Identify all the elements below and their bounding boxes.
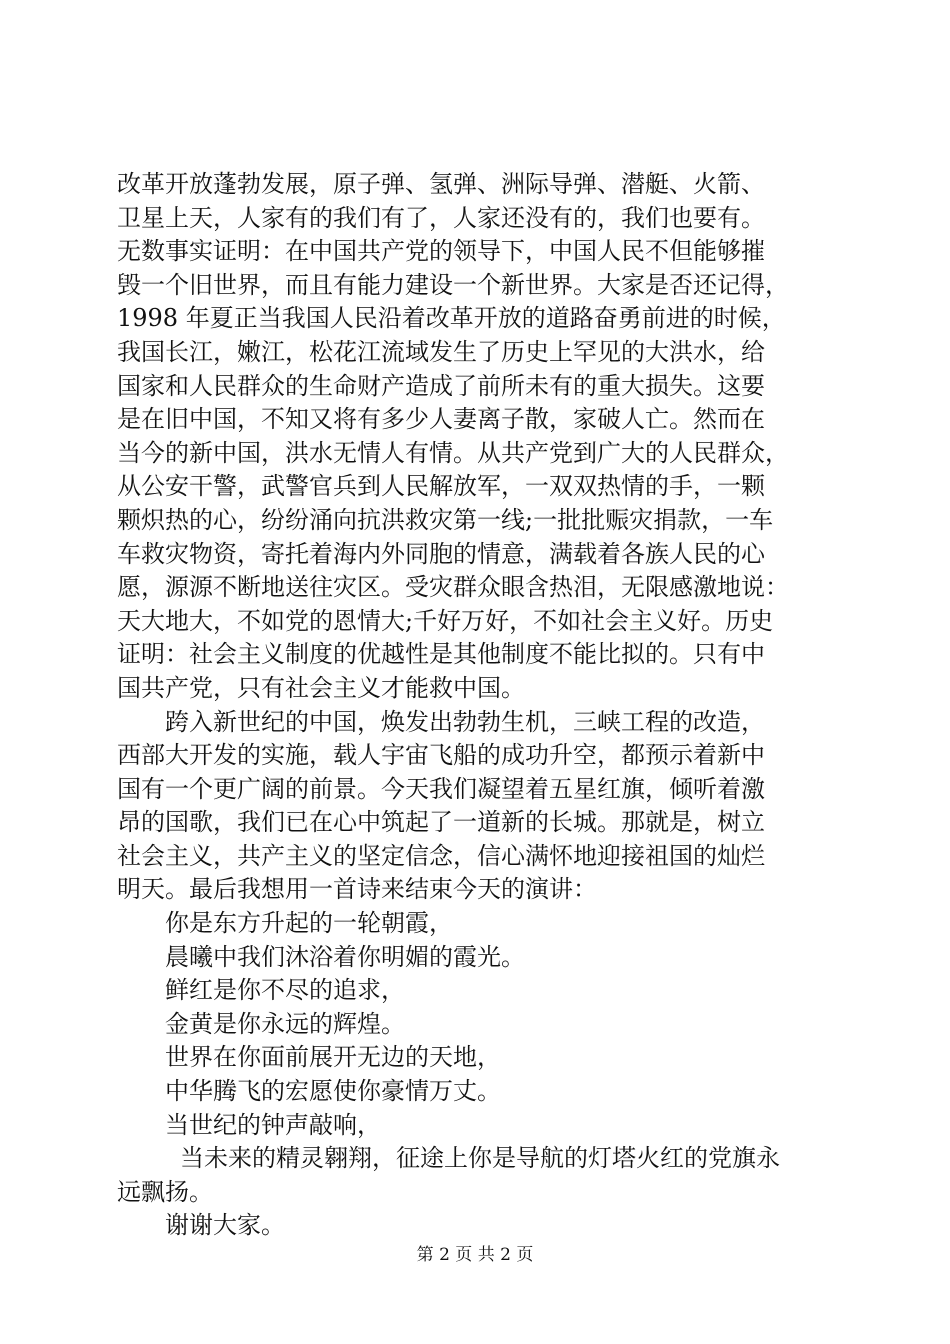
text-line: 当今的新中国，洪水无情人有情。从共产党到广大的人民群众， <box>117 438 789 467</box>
text-line: 晨曦中我们沐浴着你明媚的霞光。 <box>165 942 525 971</box>
text-line: 国共产党，只有社会主义才能救中国。 <box>117 673 525 702</box>
text-line: 昂的国歌，我们已在心中筑起了一道新的长城。那就是，树立 <box>117 808 765 837</box>
text-line: 鲜红是你不尽的追求， <box>165 976 405 1005</box>
text-line: 愿，源源不断地送往灾区。受灾群众眼含热泪，无限感激地说： <box>117 573 789 602</box>
text-line: 从公安干警，武警官兵到人民解放军，一双双热情的手，一颗 <box>117 472 765 501</box>
text-line: 1998 年夏正当我国人民沿着改革开放的道路奋勇前进的时候， <box>117 304 786 333</box>
text-line: 跨入新世纪的中国，焕发出勃勃生机，三峡工程的改造， <box>165 707 765 736</box>
text-line: 卫星上天，人家有的我们有了，人家还没有的，我们也要有。 <box>117 203 765 232</box>
text-line: 谢谢大家。 <box>165 1211 285 1240</box>
text-line: 车救灾物资，寄托着海内外同胞的情意，满载着各族人民的心 <box>117 539 765 568</box>
text-line: 明天。最后我想用一首诗来结束今天的演讲： <box>117 875 597 904</box>
text-line: 世界在你面前展开无边的天地， <box>165 1043 501 1072</box>
text-line: 我国长江，嫩江，松花江流域发生了历史上罕见的大洪水，给 <box>117 337 765 366</box>
text-line: 国家和人民群众的生命财产造成了前所未有的重大损失。这要 <box>117 371 765 400</box>
text-line: 当未来的精灵翱翔，征途上你是导航的灯塔火红的党旗永 <box>180 1144 780 1173</box>
text-line: 你是东方升起的一轮朝霞， <box>165 909 453 938</box>
text-line: 改革开放蓬勃发展，原子弹、氢弹、洲际导弹、潜艇、火箭、 <box>117 170 765 198</box>
text-line: 西部大开发的实施，载人宇宙飞船的成功升空，都预示着新中 <box>117 741 765 770</box>
text-line: 无数事实证明：在中国共产党的领导下，中国人民不但能够摧 <box>117 237 765 266</box>
text-line: 金黄是你永远的辉煌。 <box>165 1009 405 1038</box>
text-line: 天大地大，不如党的恩情大;千好万好，不如社会主义好。历史 <box>117 606 774 635</box>
text-line: 远飘扬。 <box>117 1177 213 1206</box>
text-line: 国有一个更广阔的前景。今天我们凝望着五星红旗，倾听着激 <box>117 774 765 803</box>
text-line: 颗炽热的心，纷纷涌向抗洪救灾第一线;一批批赈灾捐款，一车 <box>117 505 774 534</box>
text-line: 社会主义，共产主义的坚定信念，信心满怀地迎接祖国的灿烂 <box>117 841 765 870</box>
text-line: 证明：社会主义制度的优越性是其他制度不能比拟的。只有中 <box>117 640 765 669</box>
page-footer: 第 2 页 共 2 页 <box>416 1245 534 1265</box>
document-body <box>117 168 837 1243</box>
text-line: 中华腾飞的宏愿使你豪情万丈。 <box>165 1077 501 1106</box>
text-line: 当世纪的钟声敲响， <box>165 1110 381 1139</box>
text-line: 是在旧中国，不知又将有多少人妻离子散，家破人亡。然而在 <box>117 405 765 434</box>
text-line: 毁一个旧世界，而且有能力建设一个新世界。大家是否还记得， <box>117 270 789 299</box>
